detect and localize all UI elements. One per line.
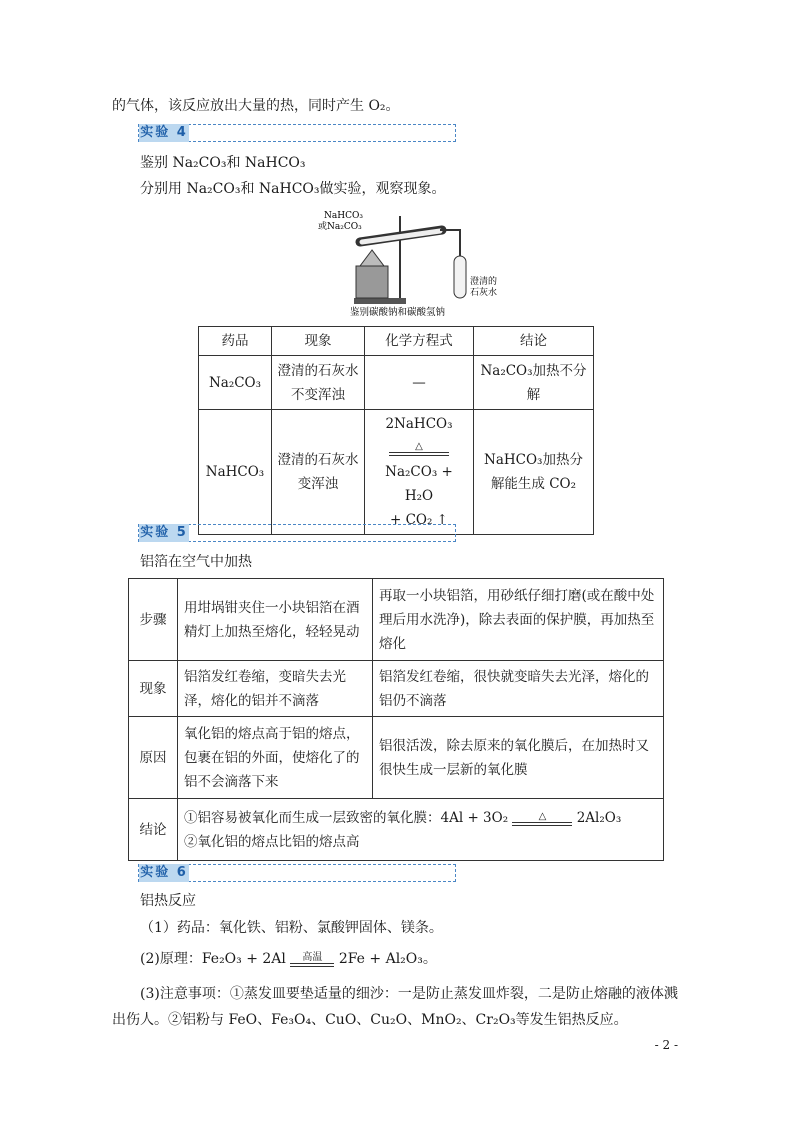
cell-b: 再取一小块铝箔，用砂纸仔细打磨(或在酸中处理后用水洗净)，除去表面的保护膜，再加热至熔化 (373, 579, 664, 661)
conclusion-cell: Na₂CO₃加热不分解 (474, 356, 594, 410)
conclusion-cell: NaHCO₃加热分解能生成 CO₂ (474, 410, 594, 535)
conclusion-eq-right: 2Al₂O₃ (576, 809, 622, 826)
header-phenomenon: 现象 (272, 327, 365, 356)
reaction-arrow (290, 952, 334, 967)
heat-condition: △ (415, 441, 423, 452)
exp4-header-bar (138, 124, 456, 142)
row-head: 步骤 (129, 579, 178, 661)
table-row (199, 356, 594, 410)
equation-cell: — (365, 356, 474, 410)
phenomenon-cell: 澄清的石灰水变浑浊 (272, 410, 365, 535)
exp6-header-bar (138, 864, 456, 882)
burner-flame (360, 250, 384, 266)
header-drug: 药品 (199, 327, 272, 356)
row-head: 结论 (129, 799, 178, 861)
intro-line: 的气体，该反应放出大量的热，同时产生 O₂。 (112, 98, 400, 114)
receiving-tube (454, 256, 466, 298)
exp6-label: 实验 6 (140, 865, 188, 880)
table-row (129, 579, 664, 661)
phenomenon-cell: 澄清的石灰水不变浑浊 (272, 356, 365, 410)
row-head: 现象 (129, 661, 178, 717)
table-header-row (199, 327, 594, 356)
water-label-2: 石灰水 (470, 288, 498, 298)
exp5-label: 实验 5 (140, 525, 188, 540)
exp6-notes-line1: (3)注意事项：①蒸发皿要垫适量的细沙：一是防止蒸发皿炸裂，二是防止熔融的液体溅 (140, 986, 678, 1002)
exp6-notes-line2: 出伤人。②铝粉与 FeO、Fe₃O₄、CuO、Cu₂O、MnO₂、Cr₂O₃等发生铝热反应。 (112, 1012, 628, 1028)
exp5-title: 铝箔在空气中加热 (140, 554, 252, 570)
cell-b: 铝箔发红卷缩，很快就变暗失去光泽，熔化的铝仍不滴落 (373, 661, 664, 717)
page-number: - 2 - (654, 1038, 678, 1052)
exp5-table (128, 578, 664, 861)
heat-condition: △ (538, 810, 547, 822)
cell-b: 铝很活泼，除去原来的氧化膜后，在加热时又很快生成一层新的氧化膜 (373, 717, 664, 799)
apparatus-figure (312, 206, 508, 322)
exp4-label: 实验 4 (140, 125, 188, 140)
row-head: 原因 (129, 717, 178, 799)
cell-a: 用坩埚钳夹住一小块铝箔在酒精灯上加热至熔化，轻轻晃动 (178, 579, 373, 661)
drug-cell: NaHCO₃ (199, 410, 272, 535)
water-label-1: 澄清的 (470, 277, 498, 287)
exp4-table (198, 326, 594, 535)
exp4-desc: 分别用 Na₂CO₃和 NaHCO₃做实验，观察现象。 (140, 181, 446, 197)
table-row (129, 799, 664, 861)
tube-label-1: NaHCO₃ (324, 211, 363, 221)
equation-products: Na₂CO₃ + H₂O (385, 464, 453, 504)
table-row (199, 410, 594, 535)
equation-cell (365, 410, 474, 535)
table-row (129, 717, 664, 799)
reaction-arrow (389, 441, 449, 456)
drug-cell: Na₂CO₃ (199, 356, 272, 410)
exp5-header-bar (138, 524, 456, 542)
equation-reactant: 2NaHCO₃ (385, 416, 453, 432)
conclusion-eq-left: ①铝容易被氧化而生成一层致密的氧化膜：4Al + 3O₂ (184, 809, 509, 826)
conclusion-line-1 (184, 806, 657, 830)
alcohol-lamp (356, 266, 388, 298)
stand-base (354, 298, 406, 304)
table-row (129, 661, 664, 717)
figure-caption: 鉴别碳酸钠和碳酸氢钠 (350, 307, 446, 318)
principle-left: (2)原理：Fe₂O₃ + 2Al (140, 951, 286, 967)
equation-gas: + CO₂ ↑ (389, 512, 448, 528)
exp4-title: 鉴别 Na₂CO₃和 NaHCO₃ (140, 155, 306, 171)
conclusion-cell (178, 799, 664, 861)
cell-a: 铝箔发红卷缩，变暗失去光泽，熔化的铝并不滴落 (178, 661, 373, 717)
header-equation: 化学方程式 (365, 327, 474, 356)
high-temp-condition: 高温 (302, 951, 323, 963)
exp6-title: 铝热反应 (140, 893, 196, 909)
reaction-arrow (512, 811, 572, 826)
header-conclusion: 结论 (474, 327, 594, 356)
exp6-drugs: （1）药品：氧化铁、铝粉、氯酸钾固体、镁条。 (140, 920, 443, 936)
exp6-principle (140, 948, 437, 970)
cell-a: 氧化铝的熔点高于铝的熔点，包裹在铝的外面，使熔化了的铝不会滴落下来 (178, 717, 373, 799)
tube-label-2: 或Na₂CO₃ (318, 222, 362, 232)
conclusion-line-2: ②氧化铝的熔点比铝的熔点高 (184, 833, 360, 850)
principle-right: 2Fe + Al₂O₃。 (338, 951, 437, 967)
